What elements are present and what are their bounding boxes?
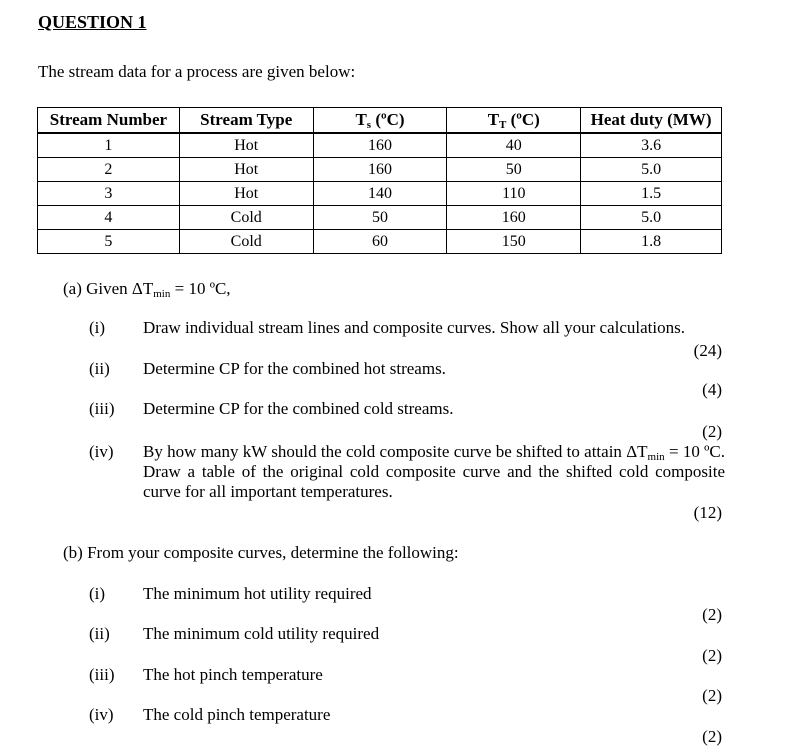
cell-ts: 50: [313, 206, 447, 230]
header-tt-unit: (ºC): [506, 110, 540, 129]
cell-number: 1: [38, 133, 180, 158]
header-supply-temperature: [313, 108, 447, 134]
item-text-sub: min: [647, 451, 665, 463]
item-marks: (12): [693, 503, 722, 522]
header-ts-sub: s: [366, 119, 372, 131]
cell-tt: 40: [447, 133, 581, 158]
item-text-prefix: By how many kW should the cold composite curve be shifted to attain ΔT: [143, 442, 648, 461]
item-number: (i): [89, 318, 106, 337]
table-row: [38, 230, 722, 254]
table-row: [38, 133, 722, 158]
cell-tt: 160: [447, 206, 581, 230]
cell-number: 3: [38, 182, 180, 206]
item-marks: (2): [702, 727, 722, 746]
cell-type: Hot: [179, 133, 313, 158]
item-number: (iv): [89, 705, 114, 724]
table-row: [38, 158, 722, 182]
item-marks: (2): [702, 686, 722, 705]
cell-duty: 1.5: [581, 182, 722, 206]
cell-type: Hot: [179, 182, 313, 206]
item-text: The minimum cold utility required: [143, 624, 380, 643]
header-ts-main: T: [355, 110, 367, 129]
item-text: The cold pinch temperature: [143, 705, 331, 724]
table-row: [38, 182, 722, 206]
header-ts-unit: (ºC): [371, 110, 405, 129]
item-marks: (2): [702, 422, 722, 441]
header-heat-duty: Heat duty (MW): [581, 108, 722, 134]
part-a-intro-sub: min: [153, 288, 171, 300]
item-marks: (2): [702, 605, 722, 624]
item-marks: (4): [702, 380, 722, 399]
item-text: The minimum hot utility required: [143, 584, 372, 603]
item-marks: (2): [702, 646, 722, 665]
header-stream-type: Stream Type: [179, 108, 313, 134]
cell-number: 5: [38, 230, 180, 254]
cell-tt: 50: [447, 158, 581, 182]
cell-type: Hot: [179, 158, 313, 182]
item-number: (i): [89, 584, 106, 603]
header-target-temperature: [447, 108, 581, 134]
cell-duty: 1.8: [581, 230, 722, 254]
cell-duty: 3.6: [581, 133, 722, 158]
cell-tt: 150: [447, 230, 581, 254]
intro-text: The stream data for a process are given below:: [38, 62, 356, 81]
item-text: Determine CP for the combined hot streams.: [143, 359, 446, 378]
header-tt-main: T: [487, 110, 500, 129]
cell-number: 2: [38, 158, 180, 182]
item-number: (ii): [89, 624, 110, 643]
part-a-intro-prefix: (a) Given ΔT: [63, 279, 154, 298]
item-number: (ii): [89, 359, 110, 378]
header-tt-sub: T: [499, 119, 507, 131]
part-b-intro: (b) From your composite curves, determine the following:: [63, 543, 459, 562]
item-text: Determine CP for the combined cold streams.: [143, 399, 454, 418]
item-number: (iii): [89, 399, 115, 418]
cell-ts: 60: [313, 230, 447, 254]
cell-number: 4: [38, 206, 180, 230]
cell-tt: 110: [447, 182, 581, 206]
cell-ts: 160: [313, 133, 447, 158]
cell-duty: 5.0: [581, 158, 722, 182]
header-stream-number: Stream Number: [38, 108, 180, 134]
item-text-suffix: = 10 ºC. Draw a table of the original cold composite curve and the shifted cold composite curve for all important temperatures.: [143, 442, 725, 501]
cell-ts: 160: [313, 158, 447, 182]
cell-ts: 140: [313, 182, 447, 206]
item-text: Draw individual stream lines and composite curves. Show all your calculations.: [143, 318, 685, 337]
item-number: (iii): [89, 665, 115, 684]
item-text: [143, 442, 725, 502]
cell-duty: 5.0: [581, 206, 722, 230]
cell-type: Cold: [179, 206, 313, 230]
table-row: [38, 206, 722, 230]
part-a-intro-suffix: = 10 ºC,: [170, 279, 231, 298]
table-header-row: [38, 108, 722, 134]
cell-type: Cold: [179, 230, 313, 254]
item-marks: (24): [693, 341, 722, 360]
question-heading: QUESTION 1: [38, 12, 147, 32]
item-text: The hot pinch temperature: [143, 665, 323, 684]
part-a-intro: [63, 279, 231, 299]
item-number: (iv): [89, 442, 114, 461]
stream-data-table: [37, 107, 722, 254]
